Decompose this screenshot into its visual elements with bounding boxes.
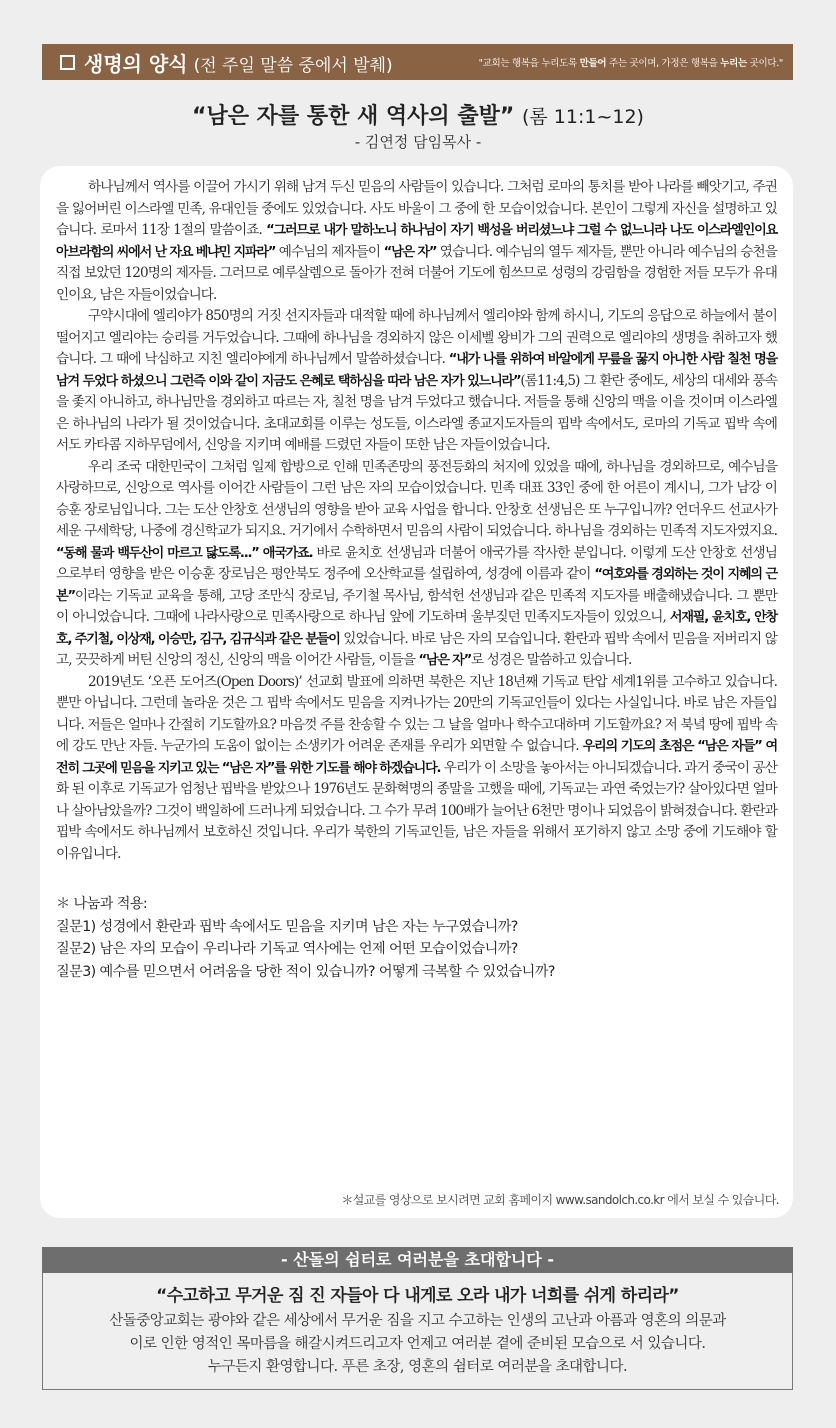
invite-line-1: 산돌중앙교회는 광야와 같은 세상에서 무거운 짐을 지고 수고하는 인생의 고난과 아픔과 영혼의 의문과: [109, 1313, 726, 1329]
question-2: 질문2) 남은 자의 모습이 우리나라 기독교 역사에는 언제 어떤 모습이었습니까?: [56, 941, 518, 957]
header-quote: "교회는 행복을 누리도록 만들어 주는 곳이며, 가정은 행복을 누리는 곳이다.": [478, 58, 783, 69]
square-outline-icon: [60, 55, 75, 70]
section-subtitle: (전 주일 말씀 중에서 발췌): [193, 55, 393, 76]
sermon-title: [0, 99, 836, 130]
video-footnote: ＊설교를 영상으로 보시려면 교회 홈페이지 www.sandolch.co.kr 에서 보실 수 있습니다.: [341, 1193, 779, 1207]
paragraph-1: 하나님께서 역사를 이끌어 가시기 위해 남겨 두신 믿음의 사람들이 있습니다. 그처럼 로마의 통치를 받아 나라를 빼앗기고, 주권을 잃어버린 이스라엘 민족, 유대인들 중에도 있었습니다. 사도 바울이 그 중에 한 모습이었습니다. 본인이 그렇게 자신을 설명하고 있습니다. 로마서 11장 1절의 말씀이죠. “그러므로 내가 말하노니 하나님이 자기 백성을 버리셨느냐 그럴 수 없느니라 나도 이스라엘인이요 아브라함의 씨에서 난 자요 베냐민 지파라” 예수님의 제자들이 “남은 자” 였습니다. 예수님의 열두 제자들, 뿐만 아니라 예수님의 승천을 직접 보았던 120명의 제자들. 그러므로 예루살렘으로 돌아가 전혀 더불어 기도에 힘쓰므로 성령의 강림함을 경험한 저들 모두가 유대인이요, 남은 자들이었습니다.: [56, 179, 777, 303]
sermon-body: [56, 177, 777, 865]
invite-box: [42, 1273, 793, 1390]
sermon-title-text: “남은 자를 통한 새 역사의 출발”: [192, 104, 515, 129]
section-title: [60, 48, 393, 77]
question-3: 질문3) 예수를 믿으면서 어려움을 당한 적이 있습니까? 어떻게 극복할 수 있었습니까?: [56, 963, 555, 980]
preacher-name: - 김연정 담임목사 -: [354, 133, 482, 151]
scripture-reference: (롬 11:1~12): [521, 106, 644, 128]
question-1: 질문1) 성경에서 환란과 핍박 속에서도 믿음을 지키며 남은 자는 누구였습니까?: [56, 918, 518, 935]
paragraph-3: 우리 조국 대한민국이 그처럼 일제 합방으로 인해 민족존망의 풍전등화의 처지에 있었을 때에, 하나님을 경외하므로, 예수님을 사랑하므로, 신앙으로 역사를 이어간 사람들이 그런 남은 자의 모습이었습니다. 민족 대표 33인 중에 한 어른이 계시니, 그가 남강 이승훈 장로님입니다. 그는 도산 안창호 선생님의 영향을 받아 교육 사업을 합니다. 안창호 선생님은 또 누구입니까? 언더우드 선교사가 세운 구세학당, 나중에 경신학교가 되지요. 거기에서 수학하면서 믿음의 사람이 되었습니다. 하나님을 경외하는 민족적 지도자였지요. “동해 물과 백두산이 마르고 닳도록...” 애국가죠. 바로 윤치호 선생님과 더불어 애국가를 작사한 분입니다. 이렇게 도산 안창호 선생님으로부터 영향을 받은 이승훈 장로님은 평안북도 정주에 오산학교를 설립하여, 성경에 이름과 같이 “여호와를 경외하는 것이 지혜의 근본”이라는 기독교 교육을 통해, 고당 조만식 장로님, 주기철 목사님, 함석헌 선생님과 같은 민족적 지도자를 배출해냈습니다. 그 뿐만이 아니었습니다. 그때에 나라사랑으로 민족사랑으로 하나님 앞에 기도하며 울부짖던 민족지도자들이 있었으니, 서재필, 윤치호, 안창호, 주기철, 이상재, 이승만, 김구, 김규식과 같은 분들이 있었습니다. 바로 남은 자의 모습입니다. 환란과 핍박 속에서 믿음을 저버리지 않고, 끗끗하게 버틴 신앙의 정신, 신앙의 맥을 이어간 사람들, 이들을 “남은 자”로 성경은 말씀하고 있습니다.: [56, 458, 777, 668]
invite-quote: “수고하고 무거운 짐 진 자들아 다 내게로 오라 내가 너희를 쉬게 하리라”: [156, 1286, 679, 1306]
invite-title: - 산돌의 쉼터로 여러분을 초대합니다 -: [42, 1247, 793, 1273]
paragraph-4: 2019년도 ‘오픈 도어즈(Open Doors)’ 선교회 발표에 의하면 북한은 지난 18년째 기독교 탄압 세계1위를 고수하고 있습니다. 뿐만 아닙니다. 그런데 놀라운 것은 그 핍박 속에서도 믿음을 지켜나가는 20만의 기독교인들이 있다는 사실입니다. 바로 남은 자들입니다. 저들은 얼마나 간절히 기도할까요? 마음껏 주를 찬송할 수 있는 그 날을 얼마나 학수고대하며 기도할까요? 저 북녘 땅에 핍박 속에 강도 만난 자들. 누군가의 도움이 없이는 소생키가 어려운 존재를 우리가 외면할 수 없습니다. 우리의 기도의 초점은 “남은 자들” 여전히 그곳에 믿음을 지키고 있는 “남은 자”를 위한 기도를 해야 하겠습니다. 우리가 이 소망을 놓아서는 아니되겠습니다. 과거 중국이 공산화 된 이후로 기독교가 엄청난 핍박을 받았으나 1976년도 문화혁명의 종말을 고했을 때에, 기독교는 과연 죽었는가? 살아있다면 얼마나 살아남았을까? 그것이 백일하에 드러나게 되었습니다. 그 수가 무려 100배가 늘어난 6천만 명이나 되었음이 밝혀졌습니다. 환란과 핍박 속에서도 하나님께서 보호하신 것입니다. 우리가 북한의 기독교인들, 남은 자들을 위해서 포기하지 않고 소망 중에 기도해야 할 이유입니다.: [56, 673, 777, 862]
invite-line-2: 이로 인한 영적인 목마름을 해갈시켜드리고자 언제고 여러분 곁에 준비된 모습으로 서 있습니다.: [129, 1336, 706, 1352]
sermon-content-box: [40, 166, 793, 1218]
discussion-heading: ＊ 나눔과 적용:: [56, 896, 148, 912]
invite-line-3: 누구든지 환영합니다. 푸른 초장, 영혼의 쉼터로 여러분을 초대합니다.: [207, 1359, 628, 1375]
section-header: [42, 44, 793, 80]
section-title-text: 생명의 양식: [84, 51, 188, 76]
invite-body: [43, 1310, 792, 1379]
discussion-section: [56, 893, 777, 983]
paragraph-2: 구약시대에 엘리야가 850명의 거짓 선지자들과 대적할 때에 하나님께서 엘리야와 함께 하시니, 기도의 응답으로 하늘에서 불이 떨어지고 엘리야는 승리를 거두었습니다. 그때에 하나님을 경외하지 않은 이세벨 왕비가 그의 권력으로 엘리야의 생명을 취하고자 했습니다. 그 때에 낙심하고 지친 엘리야에게 하나님께서 말씀하셨습니다. “내가 나를 위하여 바알에게 무릎을 꿇지 아니한 사람 칠천 명을 남겨 두었다 하셨으니 그런즉 이와 같이 지금도 은혜로 택하심을 따라 남은 자가 있느니라”(롬11:4,5) 그 환란 중에도, 세상의 대세와 풍속을 좇지 아니하고, 하나님만을 경외하고 따르는 자, 칠천 명을 남겨 두었다고 했습니다. 저들을 통해 신앙의 맥을 이을 것이며 이스라엘은 하나님의 나라가 될 것이었습니다. 초대교회를 이루는 성도들, 이스라엘 종교지도자들의 핍박 속에서도, 로마의 기독교 핍박 속에서도 카타콤 지하무덤에서, 신앙을 지키며 예배를 드렸던 자들이 또한 남은 자들이었습니다.: [56, 308, 777, 453]
